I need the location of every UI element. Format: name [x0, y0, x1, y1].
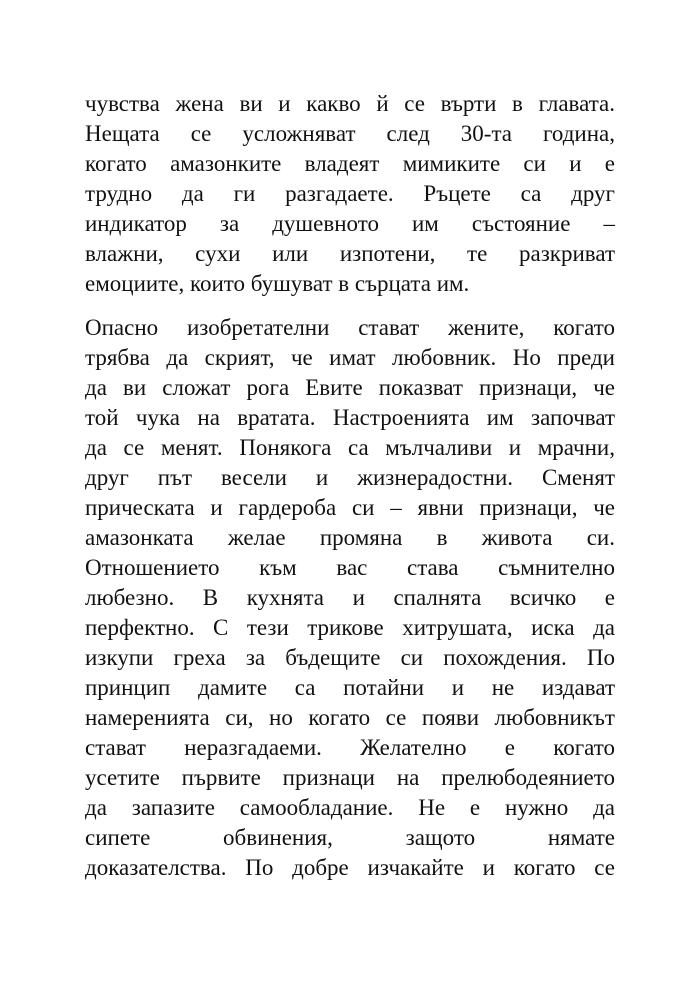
text-line: изкупи греха за бъдещите си похождения. По — [85, 645, 615, 670]
text-line: да се менят. Понякога са мълчаливи и мрачни, — [85, 435, 615, 460]
text-line: чувства жена ви и какво й се върти в главата. — [85, 91, 615, 116]
text-line: да ви сложат рога Евите показват признаци, че — [85, 375, 615, 400]
paragraph — [85, 313, 615, 883]
text-line: перфектно. С тези трикове хитрушата, иска да — [85, 615, 615, 640]
text-line: сипете обвинения, защото нямате — [85, 825, 615, 850]
text-line: друг път весели и жизнерадостни. Сменят — [85, 465, 615, 490]
text-line: доказателства. По добре изчакайте и когато се — [85, 855, 615, 880]
text-line: принцип дамите са потайни и не издават — [85, 675, 615, 700]
text-line: трябва да скрият, че имат любовник. Но преди — [85, 345, 615, 370]
text-line: да запазите самообладание. Не е нужно да — [85, 795, 615, 820]
text-line: усетите първите признаци на прелюбодеянието — [85, 765, 615, 790]
text-line: когато амазонките владеят мимиките си и е — [85, 151, 615, 176]
text-line: трудно да ги разгадаете. Ръцете са друг — [85, 181, 615, 206]
paragraph — [85, 89, 615, 299]
text-line: той чука на вратата. Настроенията им започват — [85, 405, 615, 430]
text-line: Нещата се усложняват след 30-та година, — [85, 121, 615, 146]
text-line: амазонката желае промяна в живота си. — [85, 525, 615, 550]
text-line: стават неразгадаеми. Желателно е когато — [85, 735, 615, 760]
text-line: влажни, сухи или изпотени, те разкриват — [85, 241, 615, 266]
text-line: любезно. В кухнята и спалнята всичко е — [85, 585, 615, 610]
text-line: Опасно изобретателни стават жените, когато — [85, 315, 615, 340]
text-line: емоциите, които бушуват в сърцата им. — [85, 271, 470, 296]
text-line: индикатор за душевното им състояние – — [85, 211, 615, 236]
text-line: намеренията си, но когато се появи любовникът — [85, 705, 615, 730]
text-line: прическата и гардероба си – явни признаци, че — [85, 495, 615, 520]
text-line: Отношението към вас става съмнително — [85, 555, 615, 580]
